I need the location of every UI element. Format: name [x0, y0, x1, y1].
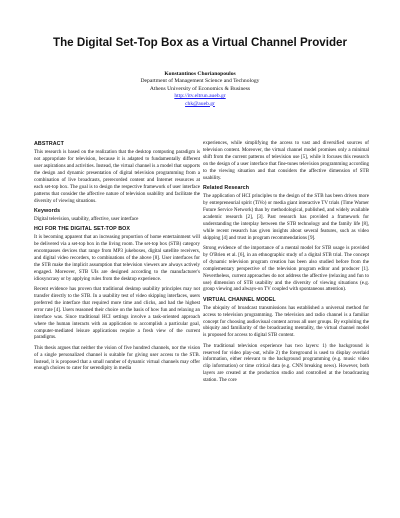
related-paragraph-2: Strong evidence of the importance of a mental model for STB usage is provided by O'Brien et al. [6], in an ethnographic study of a digital STB trial. The concept of dynamic television program creation has been also studied before from the complementary perspective of the television program editor and producer [1]. Nevertheless, current approaches do not address the affective (relaxing and fun to use) dimension of STB usability and the diversity of viewing situations (e.g. group viewing and always-on TV coupled with spontaneous attention). [203, 244, 369, 293]
related-research-heading: Related Research [203, 184, 250, 191]
author-name: Konstantinos Chorianopoulos [164, 71, 236, 77]
author-block [0, 71, 400, 108]
abstract-text: This research is based on the realization that the desktop computing paradigm is not appropriate for television, because it is adapted to fundamentally different user aspirations and activities. Instead, the virtual channel is a model that supports the design and dynamic presentation of digital television programming from a combination of live broadcasts, prerecorded content and Internet resources at each set-top box. The goal is to design the respective framework of user interface patterns that consider the affective nature of television usability and facilitate the diversity of viewing situations. [34, 149, 200, 204]
virtual-channel-paragraph-1: The ubiquity of broadcast transmissions has established a universal method for access to television programming. The television and radio channel is a familiar concept for choosing audiovisual content across all user groups. By exploiting the ubiquity and familiarity of the broadcasting mentality, the virtual channel model is proposed for access to digital STB content. [203, 304, 369, 339]
virtual-channel-heading: VIRTUAL CHANNEL MODEL [203, 296, 276, 303]
author-url-link[interactable]: http://itv.eltrun.aueb.gr [174, 93, 226, 100]
left-column [34, 140, 200, 376]
continued-paragraph: experiences, while simplifying the access to vast and diversified sources of television content. Moreover, the virtual channel model promises only a minimal shift from the current patterns of television use [5], while it focuses this research on the design of a user interface that fine-tunes television programming according to the viewing situation and that considers the affective dimension of STB usability. [203, 140, 369, 181]
author-email-link[interactable]: chk@aueb.gr [185, 100, 215, 107]
hci-paragraph-3: This thesis argues that neither the vision of five hundred channels, nor the vision of a single personalized channel is suitable for giving user access to the STB. Instead, it is proposed that a small number of dynamic virtual channels may offer enough choices to cater for serendipity in media [34, 344, 200, 372]
hci-paragraph-2: Recent evidence has proven that traditional desktop usability principles may not transfer directly to the STB. In a usability test of video skipping interfaces, users preferred the interface that required more time and clicks, and had the highest error rate [4]. Users reasoned their choice on the basis of how fun and relaxing an interface was. Since traditional HCI settings involve a task-oriented approach where the human interacts with an application to accomplish a particular goal, computer-mediated leisure applications require a fresh view of the current paradigms. [34, 285, 200, 341]
author-university: Athens University of Economics & Business [149, 85, 251, 92]
keywords-heading: Keywords [34, 207, 61, 214]
author-department: Department of Management Science and Technology [140, 78, 260, 85]
right-column [203, 140, 369, 387]
virtual-channel-paragraph-2: The traditional television experience has two layers: 1) the background is reserved for video play-out, while 2) the foreground is used to display overlaid information, either relevant to the background programming (e.g. music video clip information) or time critical data (e.g. CNN breaking news). However, both layers are created at the production studio and controlled at the broadcasting station. The core [203, 342, 369, 384]
hci-section-heading: HCI FOR THE DIGITAL SET-TOP BOX [34, 225, 130, 232]
hci-paragraph-1: It is becoming apparent that an increasing proportion of home entertainment will be delivered via a set-top box in the living room. The set-top box (STB) category encompasses devices that range from MP3 jukeboxes, digital satellite receivers, and digital video recorders, to combinations of the above [8]. User interfaces for the STB make the implicit assumption that television viewers are always actively engaged. Moreover, STB UIs are designed according to the manufacturer's idiosyncrasy or by applying rules from the desktop experience. [34, 233, 200, 282]
related-paragraph-1: The application of HCI principles to the design of the STB has been driven more by entrepreneurial spirit (TiVo) or media giant interactive TV trials (Time Warner Future Service Network) than by methodological, published, and widely available academic research [2], [3]. Past research has provided a framework for understanding the interplay between the STB technology and the family life [8], while recent research has given insights about several features, such as video skipping [4] and trust in program recommendations [9]. [203, 192, 369, 241]
paper-title: The Digital Set-Top Box as a Virtual Channel Provider [53, 36, 347, 49]
abstract-heading: ABSTRACT [34, 141, 64, 147]
keywords-text: Digital television, usability, affective, user interface [34, 215, 139, 222]
